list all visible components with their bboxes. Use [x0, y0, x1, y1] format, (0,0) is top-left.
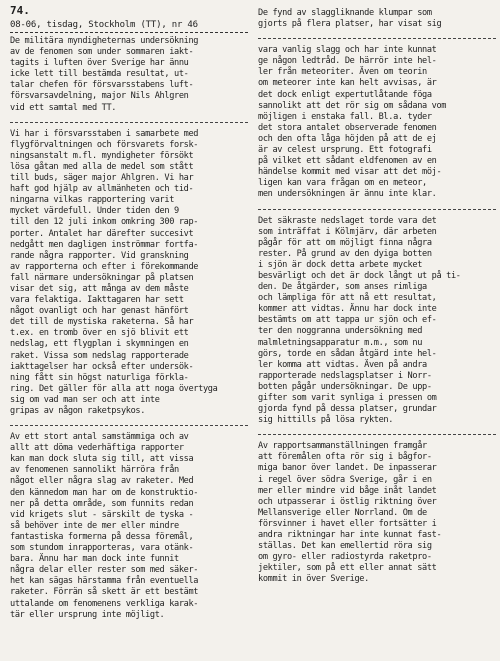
- paragraph-rockets: Av ett stort antal samstämmiga och av allt att döma vederhäftiga rapporter kan man dock sluta sig till, att vissa av fenomenen sannolikt härröra från något eller några slag av raketer. Med den kännedom man har om de konstruktio- ner på detta område, som funnits redan vid krigets slut - särskilt de tyska - så behöver inte de mer eller mindre fantastiska formerna på dessa föremål, som stundom inrapporteras, vara otänk- bara. Ännu har man dock inte funnit några delar eller rester som med säker- het kan sägas härstamma från eventuella raketer. Förrän så skett är ett bestämt uttalande om fenomenens verkliga karak- tär eller ursprung inte möjligt.: [10, 432, 199, 620]
- paragraph-flight-paths: Av rapportsammanställningen framgår att föremålen ofta rör sig i bågfor- miga banor över landet. De inpasserar i regel över södra Sverige, går i en mer eller mindre vid båge inåt landet och utpasserar i östlig riktning över Mellansverige eller Norrland. Om de försvinner i havet eller fortsätter i andra riktningar har inte kunnat fast- ställas. Det kan emellertid röra sig om gyro- eller radiostyrda raketpro- jektiler, som på ett eller annat sätt kommit in över Sverige.: [258, 441, 442, 585]
- divider: [258, 434, 496, 435]
- paragraph-meteor-theory: vara vanlig slagg och har inte kunnat ge någon ledtråd. De härrör inte hel- ler från meteoriter. Även om teorin om meteorer inte kan helt avvisas, är det dock enligt expertutlåtande föga sannolikt att det rör sig om sådana vom möjligen i enstaka fall. Bl.a. tyder det stora antalet observerade fenomen och den ofta låga höjden på att de ej är av celest ursprung. Ett fotografi på vilket ett sådant eldfenomen av en händelse kommit med visar att det möj- ligen kan vara frågan om en meteor, men undersökningen är ännu inte klar.: [258, 45, 447, 200]
- paragraph-kolmjarv: Det säkraste nedslaget torde vara det som inträffat i Kölmjärv, där arbeten pågår för att om möjligt finna några rester. På grund av den dyiga botten i sjön är dock detta arbete mycket besvärligt och det är dock långt ut på ti- den. De åtgärder, som anses rimliga och lämpliga för att nå ett resultat, kommer att vidtas. Ännu har dock inte bestämts om att tappa ur sjön och ef- ter den noggranna undersökning med malmletningsapparatur m.m., som nu görs, torde en sådan åtgärd inte hel- ler komma att vidtas. Även på andra rapporterade nedslagsplatser i Norr- botten pågår undersökningar. De upp- gifter som varit synliga i pressen om gjorda fynd på dessa platser, grundar sig hittills på lösa rykten.: [258, 215, 461, 426]
- paragraph-slag-finds: De fynd av slaggliknande klumpar som gjorts på flera platser, har visat sig: [258, 8, 442, 30]
- divider: [258, 38, 496, 39]
- left-column: [10, 36, 248, 629]
- dateline: 08-06, tisdag, Stockholm (TT), nr 46: [10, 20, 198, 30]
- paragraph-investigation: Vi har i försvarsstaben i samarbete med flygförvaltningen och försvarets forsk- ningsanstalt m.fl. myndigheter försökt lösa gåtan med alla de medel som stått till buds, säger major Ahlgren. Vi har haft god hjälp av allmänheten och tid- ningarna vilkas rapportering varit mycket värdefull. Under tiden den 9 till den 12 juli inkom omkring 300 rap- porter. Antalet har därefter succesivt nedgått men dagligen inströmmar fortfa- rande några rapporter. Vid granskning av rapporterna och efter i förekommande fall närmare undersökningar på platsen visar det sig, att många av dem måste vara felaktiga. Iakttagaren har sett något ovanligt och har genast hänfört det till de mystiska raketerna. Så har t.ex. en tromb över en sjö blivit ett nedslag, ett flygplan i skymningen en raket. Vissa som nedslag rapporterade iakttagelser har också efter undersök- ning fått sin högst naturliga förkla- ring. Det gäller för alla att noga övertyga sig om vad man ser och att inte gripas av någon raketpsykos.: [10, 128, 218, 416]
- divider: [258, 209, 496, 210]
- divider: [10, 425, 248, 426]
- right-column: [258, 8, 496, 594]
- divider: [10, 122, 248, 123]
- page-number: 74.: [10, 4, 30, 17]
- paragraph-intro: De militära myndigheternas undersökning av de fenomen som under sommaren iakt- tagits i luften över Sverige har ännu icke lett till bestämda resultat, ut- talar chefen för försvarsstabens luft- försvarsavdelning, major Nils Ahlgren vid ett samtal med TT.: [10, 36, 199, 113]
- dateline-divider: [10, 32, 248, 33]
